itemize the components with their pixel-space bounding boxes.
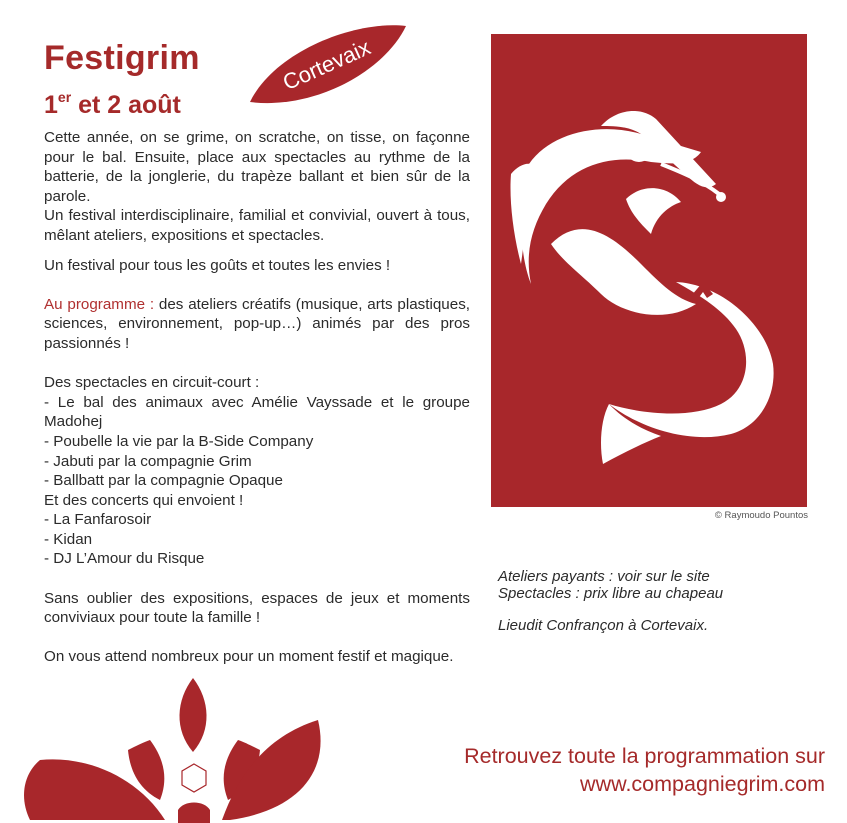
intro-paragraph-2: Un festival interdisciplinaire, familial et convivial, ouvert à tous, mêlant ateliers, expositions et spectacles. (44, 207, 470, 244)
concerts-heading: Et des concerts qui envoient ! (44, 491, 244, 509)
show-item: - Poubelle la vie par la B-Side Company (44, 432, 314, 450)
description (44, 128, 470, 667)
ateliers-info: Ateliers payants : voir sur le site (498, 568, 710, 585)
petal-flower-icon (0, 660, 360, 823)
show-item: - Jabuti par la compagnie Grim (44, 452, 252, 470)
programme-cta (464, 742, 825, 798)
closing-paragraph: On vous attend nombreux pour un moment festif et magique. (44, 648, 454, 666)
date-superscript: er (57, 89, 72, 105)
date-day: 1 (44, 91, 58, 119)
date-rest: et 2 août (71, 91, 181, 119)
poster-credit: © Raymoudo Pountos (714, 510, 808, 521)
programme-text: des ateliers créatifs (musique, arts plastiques, sciences, environnement, pop-up…) animés par des pros passionnés ! (44, 295, 471, 352)
programme-label: Au programme : (44, 295, 155, 313)
leaf-badge-icon (244, 22, 410, 108)
concert-item: - La Fanfarosoir (44, 511, 152, 529)
tagline: Un festival pour tous les goûts et toutes les envies ! (44, 256, 391, 274)
poster-illustration (491, 34, 807, 507)
venue-info: Lieudit Confrançon à Cortevaix. (498, 617, 709, 634)
intro-paragraph-1: Cette année, on se grime, on scratche, on tisse, on façonne pour le bal. Ensuite, place aux spectacles au rythme de la batterie, de la jonglerie, du trapèze ballant et bien sûr de la parole. (44, 129, 470, 205)
programme-paragraph (44, 295, 470, 354)
location-badge-text: Cortevaix (279, 34, 375, 96)
show-item: - Le bal des animaux avec Amélie Vayssade et le groupe Madohej (44, 393, 470, 431)
website-link[interactable]: www.compagniegrim.com (580, 772, 825, 796)
acrobat-illustration-icon (491, 34, 807, 507)
concert-item: - DJ L’Amour du Risque (44, 550, 205, 568)
pricing-info (498, 568, 723, 602)
cta-text: Retrouvez toute la programmation sur (464, 744, 825, 768)
decorative-petals (0, 660, 360, 823)
show-item: - Ballbatt par la compagnie Opaque (44, 472, 283, 490)
extras-paragraph: Sans oublier des expositions, espaces de jeux et moments conviviaux pour toute la famille ! (44, 589, 470, 627)
festival-dates (44, 82, 181, 120)
concert-item: - Kidan (44, 530, 93, 548)
spectacles-info: Spectacles : prix libre au chapeau (498, 585, 724, 602)
festival-title: Festigrim (44, 39, 200, 77)
shows-heading: Des spectacles en circuit-court : (44, 374, 260, 392)
location-badge (244, 22, 410, 108)
